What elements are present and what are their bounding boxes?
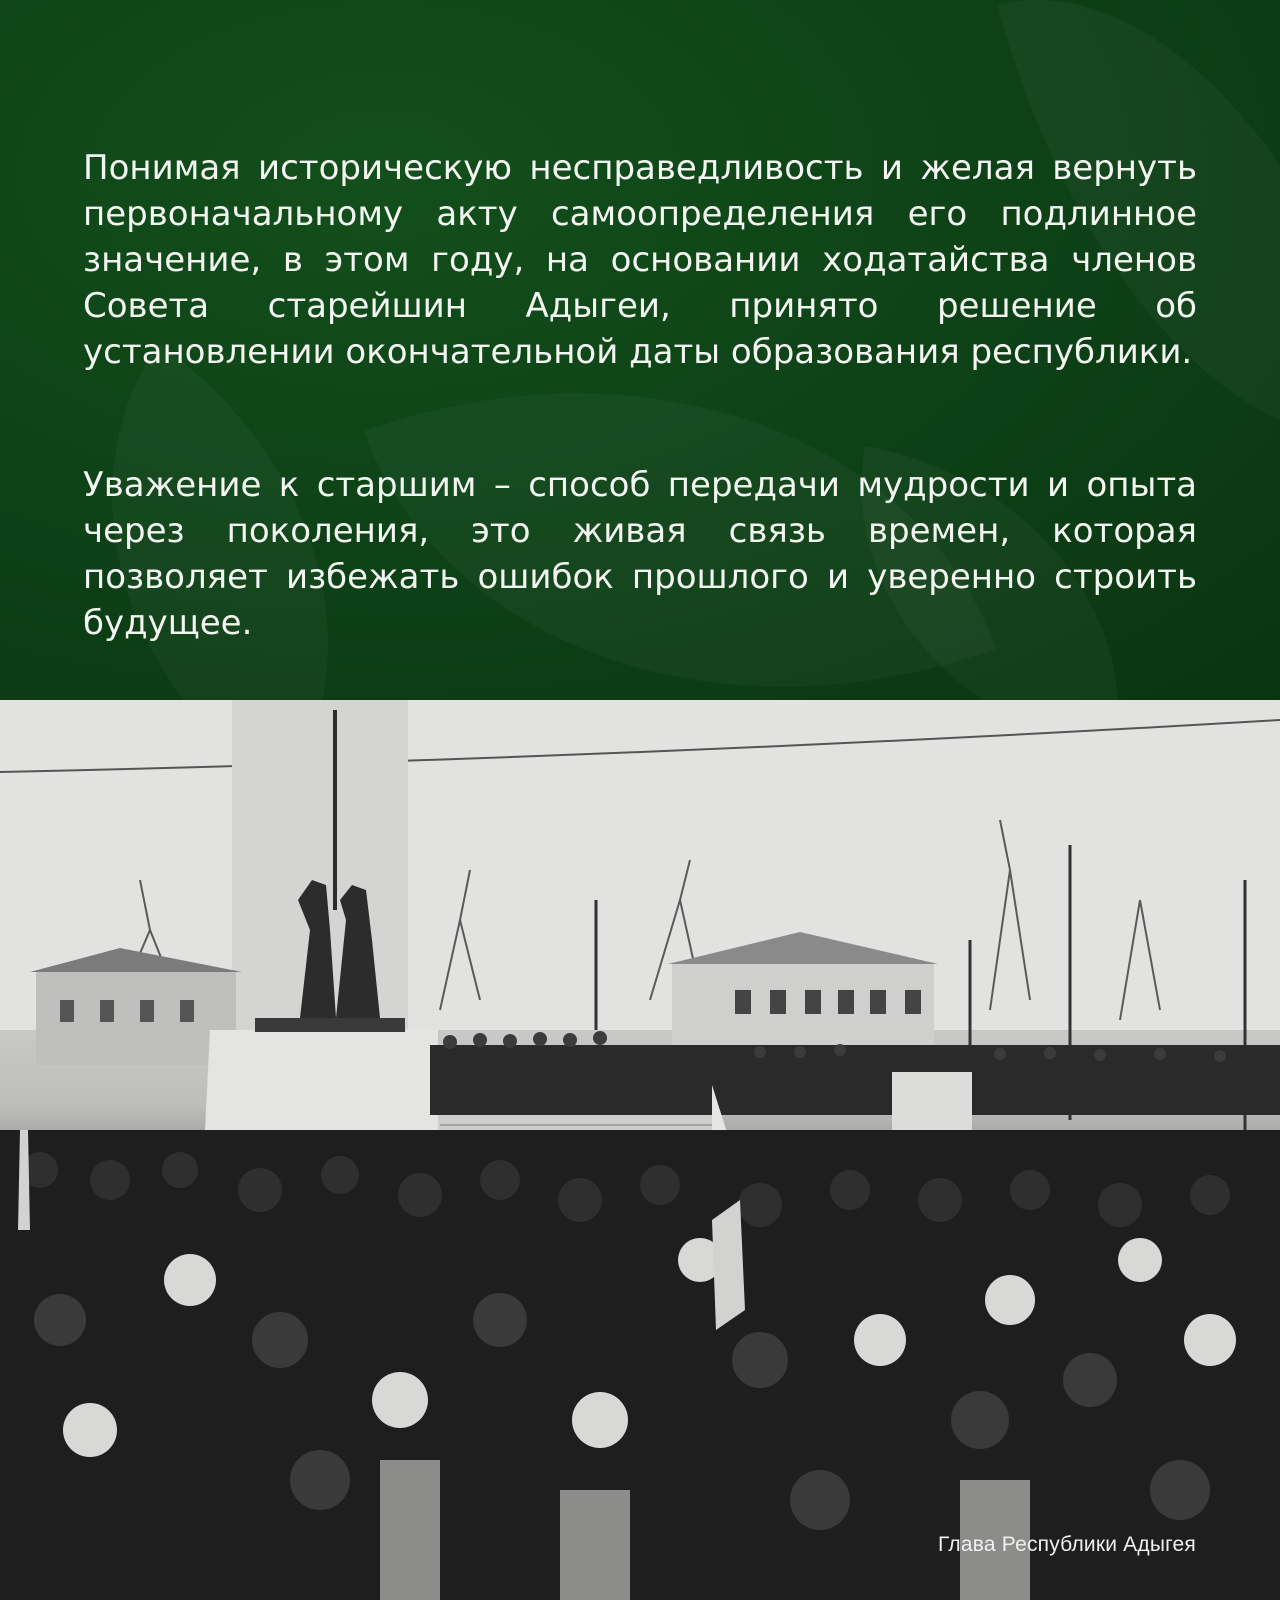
photo-credit: Глава Республики Адыгея [938, 1533, 1196, 1556]
photo-illustration [0, 700, 1280, 1600]
archival-crowd-photo [0, 700, 1280, 1600]
paragraph-respect-for-elders: Уважение к старшим – способ передачи мудрости и опыта через поколения, это живая связь времен, которая позволяет избежать ошибок прошлого и уверенно строить будущее. [83, 465, 1197, 643]
paragraph-historical-decision: Понимая историческую несправедливость и желая вернуть первоначальному акту самоопределения его подлинное значение, в этом году, на основании ходатайства членов Совета старейшин Адыгеи, принято решение об установлении окончательной даты образования республики. [83, 148, 1197, 372]
text-panel [0, 0, 1280, 700]
